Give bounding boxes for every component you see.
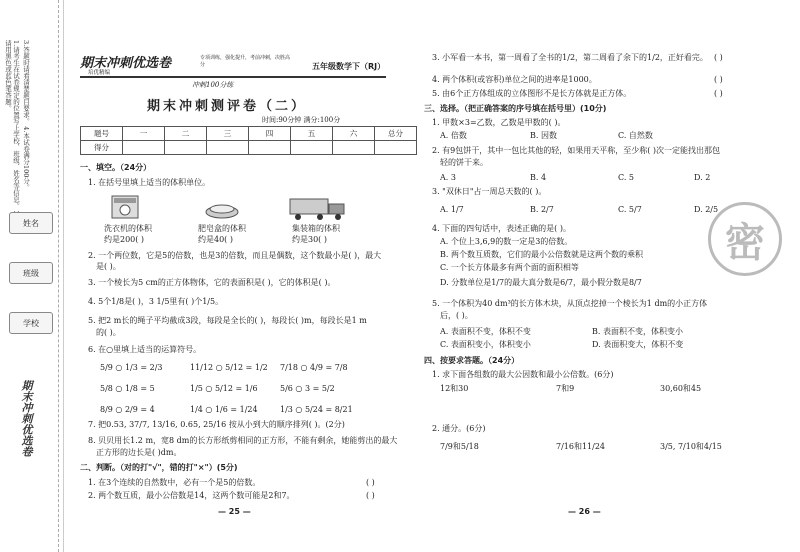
school-field-label: 学校 xyxy=(9,312,53,334)
option[interactable]: A. 3 xyxy=(440,173,456,182)
answer-paren[interactable]: ( ) xyxy=(714,89,723,98)
fraction-problem: 7/18 ○ 4/9 = 7/8 xyxy=(280,363,348,372)
problem-item: 12和30 xyxy=(440,384,469,393)
judge-q3: 3. 小军看一本书，第一周看了全书的1/2，第二周看了余下的1/2，正好看完。 xyxy=(432,53,708,62)
option[interactable]: D. 表面积变大，体积不变 xyxy=(592,340,684,349)
s1-q8: 8. 贝贝用长1.2 m，宽8 dm的长方形纸剪相同的正方形，不能有剩余，她能剪出的最大 xyxy=(88,436,398,445)
page-title: 期末冲刺测评卷（二） xyxy=(147,99,308,114)
container-truck-icon xyxy=(288,196,348,222)
note-3: 3.答题时请看清楚题目要求。 xyxy=(22,40,30,125)
item-answer[interactable]: 约是30( ) xyxy=(292,235,327,244)
score-cell[interactable] xyxy=(249,141,291,155)
s1-q4: 4. 5个1/8是( )，3 1/5里有( )个1/5。 xyxy=(88,297,224,306)
note-2: 请用黑色或蓝色笔答题。 xyxy=(4,40,12,112)
score-table-row xyxy=(81,141,417,155)
option[interactable]: B. 4 xyxy=(530,173,547,182)
brand-sub: 培优精编 xyxy=(88,70,111,76)
choice-q2: 2. 有9包饼干，其中一包比其他的轻，如果用天平称，至少称( )次一定能找出那包 xyxy=(432,146,721,155)
soap-box-icon xyxy=(204,200,240,220)
problem-item: 7和9 xyxy=(556,384,575,393)
option[interactable]: D. 分数单位是1/7的最大真分数是6/7，最小假分数是8/7 xyxy=(440,278,642,287)
section4-heading: 四、按要求答题。（24分） xyxy=(424,356,520,365)
s1-q1: 1. 在括号里填上适当的体积单位。 xyxy=(88,178,211,187)
score-cell[interactable] xyxy=(333,141,375,155)
tagline: 专项训练，强化提升，考前冲刺，决胜高分 xyxy=(200,55,291,68)
option[interactable]: C. 5/7 xyxy=(618,205,642,214)
option[interactable]: B. 表面积不变，体积变小 xyxy=(592,327,683,336)
item-label: 肥皂盒的体积 xyxy=(198,224,246,233)
fraction-problem: 1/3 ○ 5/24 = 8/21 xyxy=(280,405,353,414)
s1-q3: 3. 一个棱长为5 cm的正方体物体，它的表面积是( )，它的体积是( )。 xyxy=(88,278,336,287)
option[interactable]: A. 1/7 xyxy=(440,205,464,214)
class-field-label: 班级 xyxy=(9,262,53,284)
item-answer[interactable]: 约是40( ) xyxy=(198,235,233,244)
score-header-cell: 六 xyxy=(333,127,375,141)
score-cell[interactable] xyxy=(165,141,207,155)
problem-item: 3/5, 7/10和4/15 xyxy=(660,442,722,451)
option[interactable]: B. 两个数互质数，它们的最小公倍数就是这两个数的乘积 xyxy=(440,250,643,259)
score-cell[interactable] xyxy=(207,141,249,155)
score-table xyxy=(80,126,417,155)
option[interactable]: C. 表面积变小，体积变小 xyxy=(440,340,531,349)
fraction-problem: 1/5 ○ 5/12 = 1/6 xyxy=(190,384,258,393)
fraction-problem: 5/8 ○ 1/8 = 5 xyxy=(100,384,155,393)
score-header-cell: 四 xyxy=(249,127,291,141)
option[interactable]: A. 倍数 xyxy=(440,131,467,140)
choice-q5: 5. 一个体积为40 dm³的长方体木块，从顶点挖掉一个棱长为1 dm的小正方体 xyxy=(432,299,708,308)
section2-heading: 二、判断。（对的打"√"，错的打"×"）(5分) xyxy=(80,463,238,472)
choice-q1: 1. 甲数×3=乙数，乙数是甲数的( )。 xyxy=(432,118,566,127)
answer-paren[interactable]: ( ) xyxy=(366,478,375,487)
option[interactable]: C. 自然数 xyxy=(618,131,653,140)
s1-q5: 5. 把2 m长的绳子平均截成3段，每段是全长的( )，每段长( )m，每段长是1 m xyxy=(88,316,367,325)
time-score: 时间:90分钟 满分:100分 xyxy=(262,116,341,124)
item-label: 洗衣机的体积 xyxy=(104,224,152,233)
confidential-stamp: 密 xyxy=(708,202,782,276)
item-label: 集装箱的体积 xyxy=(292,224,340,233)
choice-q4: 4. 下面的四句话中，表述正确的是( )。 xyxy=(432,224,571,233)
brand-logo: 期末冲刺优选卷 xyxy=(80,56,172,71)
option[interactable]: C. 5 xyxy=(618,173,635,182)
option[interactable]: D. 2/5 xyxy=(694,205,719,214)
score-cell[interactable] xyxy=(375,141,417,155)
name-field-label: 姓名 xyxy=(9,212,53,234)
banner: 冲刺100分练 xyxy=(192,81,234,89)
judge-q5: 5. 由6个正方体组成的立体图形不是长方体就是正方体。 xyxy=(432,89,632,98)
fraction-problem: 5/9 ○ 1/3 = 2/3 xyxy=(100,363,163,372)
score-header-cell: 二 xyxy=(165,127,207,141)
score-header-cell: 一 xyxy=(123,127,165,141)
fraction-problem: 11/12 ○ 5/12 = 1/2 xyxy=(190,363,268,372)
score-header-cell: 五 xyxy=(291,127,333,141)
option[interactable]: B. 因数 xyxy=(530,131,557,140)
judge-q4: 4. 两个体积(或容积)单位之间的进率是1000。 xyxy=(432,75,597,84)
cut-line xyxy=(58,0,59,552)
page-header xyxy=(80,50,386,78)
option[interactable]: C. 一个长方体最多有两个面的面积相等 xyxy=(440,263,579,272)
fraction-problem: 1/4 ○ 1/6 = 1/24 xyxy=(190,405,258,414)
sidebar-brand-logo: 期末冲刺优选卷 xyxy=(20,380,33,457)
score-cell[interactable] xyxy=(123,141,165,155)
note-1: 1.请考生在试卷规定的位置写上学校、班级、姓名等信息。 xyxy=(12,40,20,209)
s1-q2: 2. 一个两位数，它是5的倍数，也是3的倍数，而且是偶数，这个数最小是( )，最大 xyxy=(88,251,382,260)
answer-paren[interactable]: ( ) xyxy=(714,53,723,62)
s1-q8-cont: 正方形的边长是( )dm。 xyxy=(96,448,182,457)
s1-q5-cont: 的( )。 xyxy=(96,328,121,337)
score-header-cell: 总分 xyxy=(375,127,417,141)
score-header-cell: 题号 xyxy=(81,127,123,141)
score-cell[interactable] xyxy=(291,141,333,155)
problem-item: 7/16和11/24 xyxy=(556,442,606,451)
answer-paren[interactable]: ( ) xyxy=(714,75,723,84)
option[interactable]: A. 个位上3,6,9的数一定是3的倍数。 xyxy=(440,237,573,246)
exam-notes xyxy=(4,40,20,230)
choice-q3: 3. "双休日"占一周总天数的( )。 xyxy=(432,187,547,196)
score-header-cell: 三 xyxy=(207,127,249,141)
s1-q7: 7. 把0.53, 37/7, 13/16, 0.65, 25/16 按从小到大的顺序排列( )。(2分) xyxy=(88,420,345,429)
problem-item: 30,60和45 xyxy=(660,384,702,393)
exam-notes-2 xyxy=(22,40,30,230)
choice-q2-cont: 轻的饼干来。 xyxy=(440,158,488,167)
s2-q2: 2. 两个数互质，最小公倍数是14，这两个数可能是2和7。 xyxy=(88,491,295,500)
problem-item: 7/9和5/18 xyxy=(440,442,479,451)
fraction-problem: 5/6 ○ 3 = 5/2 xyxy=(280,384,335,393)
fraction-problem: 8/9 ○ 2/9 = 4 xyxy=(100,405,155,414)
s2-q1: 1. 在3个连续的自然数中，必有一个是5的倍数。 xyxy=(88,478,261,487)
answer-paren[interactable]: ( ) xyxy=(366,491,375,500)
s1-q6: 6. 在○里填上适当的运算符号。 xyxy=(88,345,202,354)
page-number-left: — 25 — xyxy=(218,507,251,516)
option[interactable]: A. 表面积不变，体积不变 xyxy=(440,327,531,336)
page-number-right: — 26 — xyxy=(568,507,601,516)
option[interactable]: D. 2 xyxy=(694,173,711,182)
binding-sidebar xyxy=(0,0,64,552)
option[interactable]: B. 2/7 xyxy=(530,205,554,214)
item-answer[interactable]: 约是200( ) xyxy=(104,235,145,244)
score-table-header-row xyxy=(81,127,417,141)
answer-q2: 2. 通分。(6分) xyxy=(432,424,486,433)
washing-machine-icon xyxy=(108,192,144,220)
choice-q5-cont: 后，( )。 xyxy=(440,311,473,320)
section3-heading: 三、选择。（把正确答案的序号填在括号里）(10分) xyxy=(424,104,607,113)
section1-heading: 一、填空。（24分） xyxy=(80,163,152,172)
note-4: 4.本试卷满分100分。 xyxy=(22,126,30,191)
score-row-label: 得分 xyxy=(81,141,123,155)
answer-q1: 1. 求下面各组数的最大公因数和最小公倍数。(6分) xyxy=(432,370,614,379)
grade-label: 五年级数学下（RJ） xyxy=(312,62,386,71)
s1-q2-cont: 是( )。 xyxy=(96,262,121,271)
